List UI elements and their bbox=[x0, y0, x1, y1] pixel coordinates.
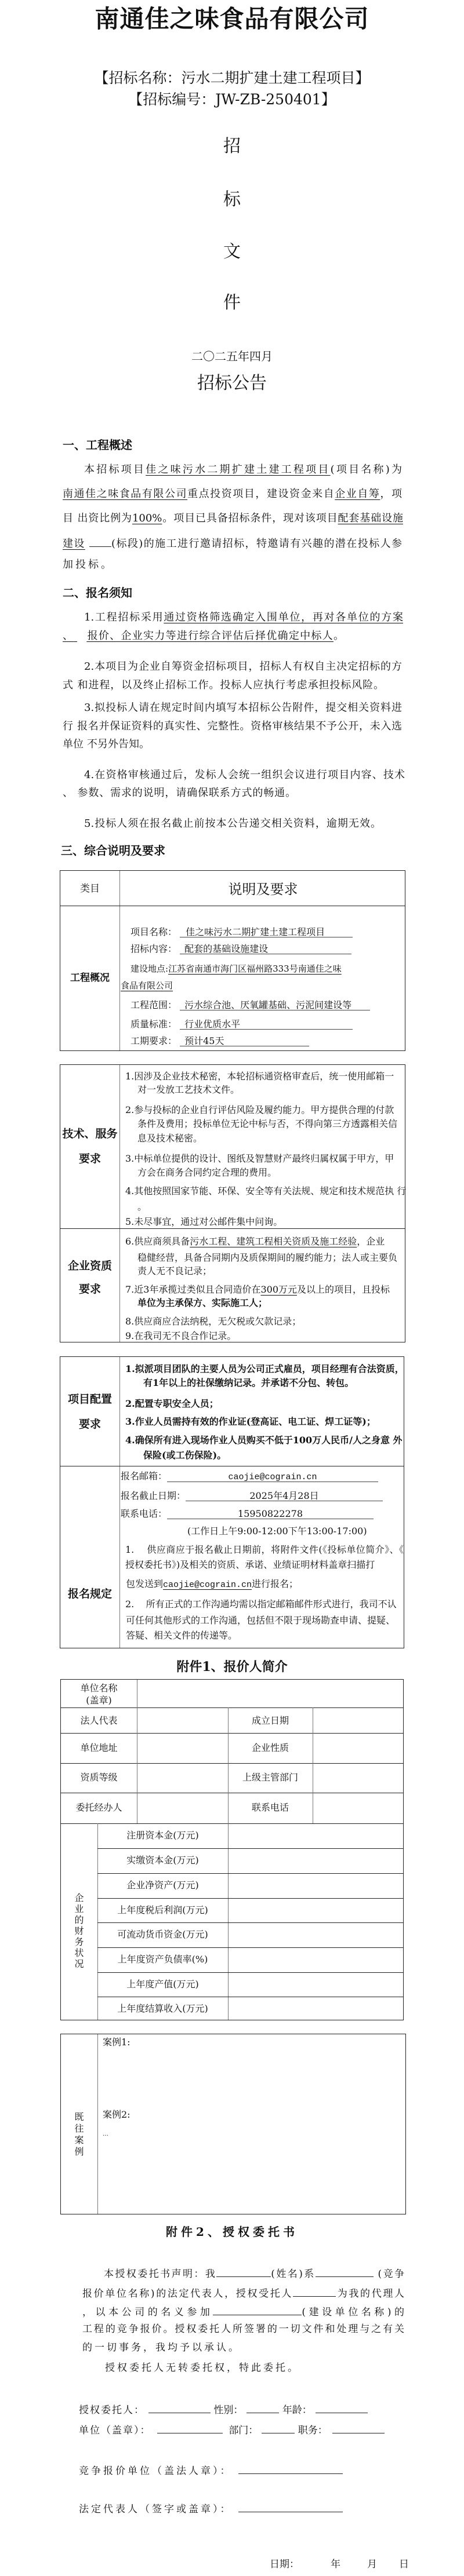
blank bbox=[262, 2424, 295, 2433]
field-project-name bbox=[130, 928, 353, 937]
s1-line bbox=[84, 465, 402, 475]
reg-rule-1: 1. 供应商应于报名截止日期前，将附件文件(《投标单位简介》、《 bbox=[125, 1544, 404, 1555]
cases-section-label-char: 往 bbox=[74, 2123, 84, 2134]
text: 包发送到 bbox=[126, 1578, 164, 1589]
text: (竞争 bbox=[378, 2268, 405, 2280]
tech-item-3-cont: 方会在商务合同约定合理的费用。 bbox=[137, 1167, 277, 1178]
tech-item-5: 5.未尽事宜，通过对公邮件集中问询。 bbox=[125, 1216, 283, 1227]
finance-row-label: 实缴资本金(万元) bbox=[126, 1855, 199, 1866]
divider bbox=[119, 1357, 120, 1648]
company-title: 南通佳之味食品有限公司 bbox=[95, 5, 369, 33]
s1-line bbox=[63, 537, 402, 549]
attachment2-title: 附件2、授权委托书 bbox=[166, 2225, 298, 2239]
field-duration bbox=[130, 1037, 309, 1046]
doc-date: 二〇二五年四月 bbox=[191, 349, 273, 363]
tender-content-cont: 建设 bbox=[63, 538, 85, 550]
tech-item-4-cont: 。 bbox=[137, 1201, 147, 1212]
s2-item3-cont: 单位 不另外告知。 bbox=[63, 738, 150, 750]
reg-rule-2-cont: 可任何其他形式的工作沟通，包括但不限于现场勘查申请、提疑、 bbox=[126, 1615, 396, 1626]
reg-rule-2-cont: 答疑、相关文件的传递等。 bbox=[126, 1630, 238, 1641]
ellipsis: … bbox=[103, 2131, 108, 2137]
text: 进行报名； bbox=[252, 1578, 299, 1589]
staff-item-4-cont: 保险(或工伤保险)。 bbox=[143, 1450, 227, 1461]
divider bbox=[97, 1972, 403, 1973]
auth-line: 工程的竞争报价。授权委托人所签署的一切文件和处理与之有关 bbox=[82, 2323, 404, 2335]
divider bbox=[97, 2034, 98, 2214]
text: (项目名称)为 bbox=[330, 464, 403, 476]
divider bbox=[61, 1733, 403, 1734]
blank bbox=[148, 2403, 211, 2413]
finance-row-label: 可流动货币资金(万元) bbox=[117, 1929, 208, 1940]
finance-row-label: 上年度税后利润(万元) bbox=[117, 1904, 208, 1915]
row-label-qual: 企业资质 bbox=[67, 1260, 112, 1272]
col-header-category: 类目 bbox=[80, 883, 100, 895]
tech-item-2-cont: 息及技术秘密。 bbox=[137, 1133, 203, 1144]
divider bbox=[97, 1922, 403, 1923]
divider bbox=[228, 1823, 229, 2020]
row-label-overview: 工程概况 bbox=[70, 972, 110, 984]
label: 部门： bbox=[229, 2425, 259, 2436]
supervisor-label: 上级主管部门 bbox=[242, 1772, 298, 1783]
auth-line bbox=[82, 2287, 404, 2299]
name-blank bbox=[216, 2267, 271, 2277]
reg-deadline bbox=[121, 1491, 383, 1501]
reg-email bbox=[121, 1472, 378, 1482]
label: 工程范围： bbox=[130, 999, 177, 1010]
tech-item-2: 2.参与投标的企业自行评估风险及履约能力。甲方提供合理的付款 bbox=[125, 1104, 394, 1115]
fund-source: 企业自筹 bbox=[335, 488, 380, 500]
staff-item-3: 3.作业人员需持有效的作业证(登高证、电工证、焊工证等)； bbox=[125, 1416, 376, 1427]
phone-value: 15950822278 bbox=[167, 1509, 374, 1519]
email-link: caojie@cograin.cn bbox=[163, 1580, 252, 1590]
s2-item4: 4.在资格审核通过后，发标人会统一组织会议进行项目内容、技术 bbox=[84, 769, 405, 781]
doc-title-char: 件 bbox=[223, 293, 241, 313]
doc-title-char: 招 bbox=[223, 136, 241, 156]
s2-item3-cont: 行 报名并保证资料的真实性、完整性。资格审核结果不予公开，未入选 bbox=[63, 720, 402, 732]
finance-section-label-char: 务 bbox=[74, 1936, 84, 1947]
divider bbox=[119, 871, 120, 1050]
agent-blank bbox=[293, 2287, 336, 2297]
tech-item-1-cont: 对一发放工艺技术文件。 bbox=[137, 1084, 240, 1095]
reg-rule-2: 2. 所有正式的工作沟通均需以指定邮箱邮件形式进行，我司不认 bbox=[125, 1599, 397, 1610]
text-underlined: 报价、企业实力等进行综合评估后择优确定中标人 bbox=[86, 630, 334, 642]
cases-section-label-char: 案 bbox=[74, 2134, 84, 2146]
text: 本招标项目 bbox=[84, 464, 146, 476]
text-underlined: 通过资格筛选确定入围单位，再对各单位的方案 bbox=[164, 611, 403, 623]
s1-line bbox=[63, 513, 403, 524]
blank bbox=[74, 631, 86, 641]
signature-line-2 bbox=[79, 2424, 385, 2436]
divider bbox=[61, 1823, 403, 1824]
text: 及以上的项目，且投标 bbox=[297, 1284, 390, 1295]
company-name-label: (盖章) bbox=[86, 1695, 112, 1706]
divider bbox=[97, 1823, 98, 2020]
label: 建设地点: bbox=[130, 964, 169, 974]
divider bbox=[61, 1763, 403, 1764]
s2-item1 bbox=[84, 612, 403, 623]
label: 报名截止日期： bbox=[121, 1490, 186, 1501]
label: 职务： bbox=[298, 2425, 328, 2436]
text: ，企业 bbox=[357, 1236, 385, 1247]
text: 1.工程招标采用 bbox=[84, 611, 164, 623]
label: 竞争报价单位（盖法人章）： bbox=[79, 2465, 233, 2477]
row-label-staff: 要求 bbox=[78, 1418, 101, 1431]
divider bbox=[97, 1898, 403, 1899]
case-2-label: 案例2: bbox=[103, 2109, 130, 2120]
overview-table bbox=[60, 870, 405, 1051]
value: 佳之味污水二期扩建土建工程项目 bbox=[180, 928, 353, 937]
text: (标段)的施工进行邀请招标，特邀请有兴趣的潜在投标人参 bbox=[111, 538, 402, 550]
finance-section-label-char: 的 bbox=[74, 1914, 84, 1925]
bidder-profile-table bbox=[60, 1679, 404, 2020]
s2-item5: 5.投标人须在报名截止前按本公告递交相关资料，逾期无效。 bbox=[84, 818, 381, 830]
finance-section-label-char: 状 bbox=[74, 1947, 84, 1958]
s1-line bbox=[63, 489, 402, 499]
section3-heading: 三、综合说明及要求 bbox=[61, 844, 165, 858]
agent-label: 委托经办人 bbox=[75, 1802, 122, 1813]
auth-line: 授权委托人无转委托权，特此委托。 bbox=[105, 2362, 300, 2374]
text: 为我的代理人 bbox=[336, 2288, 405, 2300]
blank bbox=[157, 2424, 223, 2433]
row-label-registration: 报名规定 bbox=[67, 1588, 112, 1600]
auth-line: 的一切事务，我均予以承认。 bbox=[82, 2342, 241, 2354]
founding-date-label: 成立日期 bbox=[251, 1715, 289, 1726]
section1-heading: 一、工程概述 bbox=[63, 438, 132, 452]
notice-title: 招标公告 bbox=[197, 373, 267, 393]
deadline-value: 2025年4月28日 bbox=[186, 1491, 383, 1501]
label: 性别： bbox=[213, 2404, 244, 2416]
email-value: caojie@cograin.cn bbox=[167, 1473, 378, 1482]
finance-row-label: 上年度结算收入(万元) bbox=[117, 2003, 208, 2014]
tech-item-4: 4.其他按照国家节能、环保、安全等有关法规、规定和技术规范执 行 bbox=[125, 1185, 407, 1196]
s2-item2-cont: 式 和进程，以及终止招标工作。投标人应执行考虑承担投标风险。 bbox=[63, 679, 384, 691]
row-label-tech: 技术、服务 bbox=[62, 1128, 118, 1140]
qual-item-6-cont: 稳健经营，具备合同期内及质保期间的履约能力；法人或主要负 bbox=[137, 1252, 398, 1263]
staff-item-1-cont: 有1年以上的社保缴纳记录。并承诺不分包、转包。 bbox=[143, 1377, 354, 1388]
s1-line: 加投标。 bbox=[63, 559, 114, 571]
label: 招标内容： bbox=[130, 943, 177, 954]
tender-content: 配套基础设施 bbox=[338, 512, 403, 524]
finance-row-label: 上年度产值(万元) bbox=[126, 1979, 199, 1990]
legal-rep-label: 法人代表 bbox=[80, 1715, 118, 1726]
qual-item-6 bbox=[125, 1237, 385, 1246]
divider bbox=[97, 1848, 403, 1849]
text-underlined: 污水工程、建筑工程相关资质及施工经验 bbox=[190, 1236, 357, 1247]
qual-item-8: 8.供应商应合法纳税，无欠税或欠款记录； bbox=[125, 1316, 302, 1327]
lot-blank bbox=[89, 537, 111, 547]
col-header-desc: 说明及要求 bbox=[228, 881, 298, 897]
label: 工期要求： bbox=[130, 1035, 177, 1046]
divider bbox=[97, 1873, 403, 1874]
tender-name: 【招标名称：污水二期扩建土建工程项目】 bbox=[94, 70, 370, 86]
label: 联系电话： bbox=[121, 1508, 168, 1519]
company-name: 南通佳之味食品有限公司 bbox=[63, 488, 188, 500]
text: 目 出资比例为 bbox=[63, 512, 132, 524]
divider bbox=[60, 1228, 405, 1229]
text-underlined: 300万元 bbox=[260, 1284, 297, 1295]
finance-row-label: 上年度资产负债率(%) bbox=[117, 1954, 208, 1965]
address-label: 单位地址 bbox=[80, 1742, 118, 1753]
qual-item-7 bbox=[125, 1285, 390, 1294]
label: 质量标准： bbox=[130, 1019, 177, 1030]
phone-label: 联系电话 bbox=[251, 1802, 289, 1813]
date-label: 日期： bbox=[270, 2559, 299, 2570]
date-day: 日 bbox=[399, 2559, 409, 2570]
date-year: 年 bbox=[331, 2559, 340, 2570]
blank bbox=[316, 2403, 368, 2413]
value: 预计45天 bbox=[180, 1037, 309, 1046]
text: (姓名)系 bbox=[271, 2268, 316, 2280]
value: 污水综合池、厌氧罐基础、污泥间建设等 bbox=[180, 1001, 370, 1010]
qual-item-9: 9.在我司无不良合作记录。 bbox=[125, 1330, 237, 1341]
staff-item-1: 1.拟派项目团队的主要人员为公司正式雇员，项目经理有合法资质， bbox=[125, 1363, 404, 1374]
cases-section-label-char: 既 bbox=[74, 2111, 84, 2122]
case-1-label: 案例1: bbox=[103, 2037, 130, 2048]
reg-rule-1-cont: 授权委托书》)及相关的资质、承诺、业绩证明材料盖章扫描打 bbox=[125, 1559, 375, 1570]
section2-heading: 二、报名须知 bbox=[63, 586, 132, 600]
signature-line-1 bbox=[79, 2403, 368, 2416]
label: 单位（盖章）： bbox=[79, 2425, 151, 2436]
builder-blank bbox=[213, 2305, 302, 2315]
blank bbox=[238, 2502, 343, 2512]
s2-item1-cont bbox=[63, 631, 344, 641]
divider bbox=[61, 1707, 403, 1708]
blank bbox=[238, 2464, 343, 2474]
field-quality bbox=[130, 1020, 353, 1030]
blank bbox=[246, 2403, 279, 2413]
staff-item-2: 2.配置专职安全人员； bbox=[125, 1398, 219, 1409]
tech-item-3: 3.中标单位提供的设计、图纸及智慧财产最终归属权属于甲方，甲 bbox=[125, 1153, 394, 1164]
project-name: 佳之味污水二期扩建土建工程项目 bbox=[146, 464, 331, 476]
qual-item-6-cont: 责人无不良记录； bbox=[137, 1265, 212, 1276]
text: 本授权委托书声明：我 bbox=[104, 2268, 217, 2280]
text: ，项 bbox=[380, 488, 403, 500]
label: 法定代表人（签字或盖章）： bbox=[79, 2504, 233, 2515]
past-cases-table bbox=[60, 2034, 406, 2214]
field-scope bbox=[130, 1001, 370, 1010]
divider bbox=[119, 1065, 120, 1342]
fund-ratio: 100% bbox=[132, 512, 162, 524]
reg-hours: (工作日上午9:00-12:00下午13:00-17:00) bbox=[187, 1526, 367, 1537]
label: 项目名称： bbox=[130, 926, 177, 937]
signature-line-3 bbox=[79, 2464, 343, 2476]
text: 7.近3年承揽过类似且合同造价在 bbox=[125, 1284, 261, 1295]
text: 报价单位名称)的法定代表人，授权受托人 bbox=[82, 2288, 293, 2300]
finance-section-label-char: 业 bbox=[74, 1903, 84, 1914]
row-label-staff: 项目配置 bbox=[67, 1393, 112, 1406]
auth-line bbox=[82, 2305, 404, 2318]
company-name-label: 单位名称 bbox=[80, 1683, 118, 1694]
text-underlined: 、 bbox=[63, 630, 74, 642]
finance-row-label: 企业净资产(万元) bbox=[126, 1880, 199, 1891]
requirements-table bbox=[60, 1064, 405, 1342]
tech-item-1: 1.因涉及企业技术秘密，本轮招标通资格审查后，统一使用邮箱一 bbox=[125, 1071, 394, 1082]
value: 行业优质水平 bbox=[180, 1020, 353, 1030]
value: 配套的基础设施建设 bbox=[180, 944, 351, 954]
staff-registration-table bbox=[60, 1356, 404, 1648]
text: 6.供应商须具备 bbox=[125, 1236, 190, 1247]
row-label-qual: 要求 bbox=[78, 1283, 101, 1296]
auth-line bbox=[104, 2267, 404, 2279]
text: (建设单位名称)的 bbox=[302, 2307, 405, 2318]
reg-rule-1-cont bbox=[126, 1579, 298, 1589]
label: 授权委托人： bbox=[79, 2404, 145, 2416]
row-label-tech: 要求 bbox=[78, 1152, 101, 1165]
text: 。 bbox=[334, 630, 345, 642]
blank bbox=[332, 2424, 385, 2433]
field-tender-content bbox=[130, 944, 351, 954]
tender-number: 【招标编号：JW-ZB-250401】 bbox=[128, 91, 336, 108]
s2-item2: 2.本项目为企业自筹资金招标项目，招标人有权自主决定招标的方 bbox=[84, 661, 402, 673]
tech-item-2-cont: 条件及费用；投标单位无论中标与否，不得向第三方透露相关信 bbox=[137, 1118, 398, 1129]
s2-item4-cont: 、 参数、需求的说明，请确保联系方式的畅通。 bbox=[63, 787, 296, 799]
divider bbox=[97, 1947, 403, 1948]
field-location bbox=[121, 961, 345, 994]
doc-title-char: 标 bbox=[223, 189, 241, 210]
staff-item-4: 4.确保所有进入现场作业人员购买不低于100万人民币/人之身意 外 bbox=[125, 1435, 403, 1446]
finance-row-label: 注册资本金(万元) bbox=[126, 1830, 199, 1841]
label: 年龄： bbox=[282, 2404, 312, 2416]
cases-section-label-char: 例 bbox=[74, 2146, 84, 2157]
text: 。项目已具备招标条件，现对该项目 bbox=[162, 512, 338, 524]
enterprise-type-label: 企业性质 bbox=[251, 1742, 289, 1753]
doc-title-char: 文 bbox=[223, 242, 241, 262]
signature-line-4 bbox=[79, 2502, 343, 2515]
finance-section-label-char: 企 bbox=[74, 1892, 84, 1903]
date-month: 月 bbox=[367, 2559, 377, 2570]
s2-item3: 3.拟投标人请在规定时间内填写本招标公告附件，提交相关资料进 bbox=[84, 702, 402, 714]
label: 报名邮箱： bbox=[121, 1471, 168, 1482]
reg-phone bbox=[121, 1509, 374, 1519]
text: 重点投资项目，建设资金来自 bbox=[187, 488, 335, 500]
company-blank bbox=[316, 2267, 374, 2277]
attachment1-title: 附件1、报价人简介 bbox=[176, 1659, 288, 1674]
value: 江苏省南通市海门区福州路333号南通佳之味食品有限公司 bbox=[121, 964, 342, 991]
text: ，以本公司的名义参加 bbox=[82, 2307, 213, 2318]
qual-item-7-cont: 单位为主承保方、实际施工人； bbox=[137, 1297, 268, 1308]
finance-section-label-char: 况 bbox=[74, 1958, 84, 1969]
qualification-label: 资质等级 bbox=[80, 1772, 118, 1783]
finance-section-label-char: 财 bbox=[74, 1925, 84, 1936]
